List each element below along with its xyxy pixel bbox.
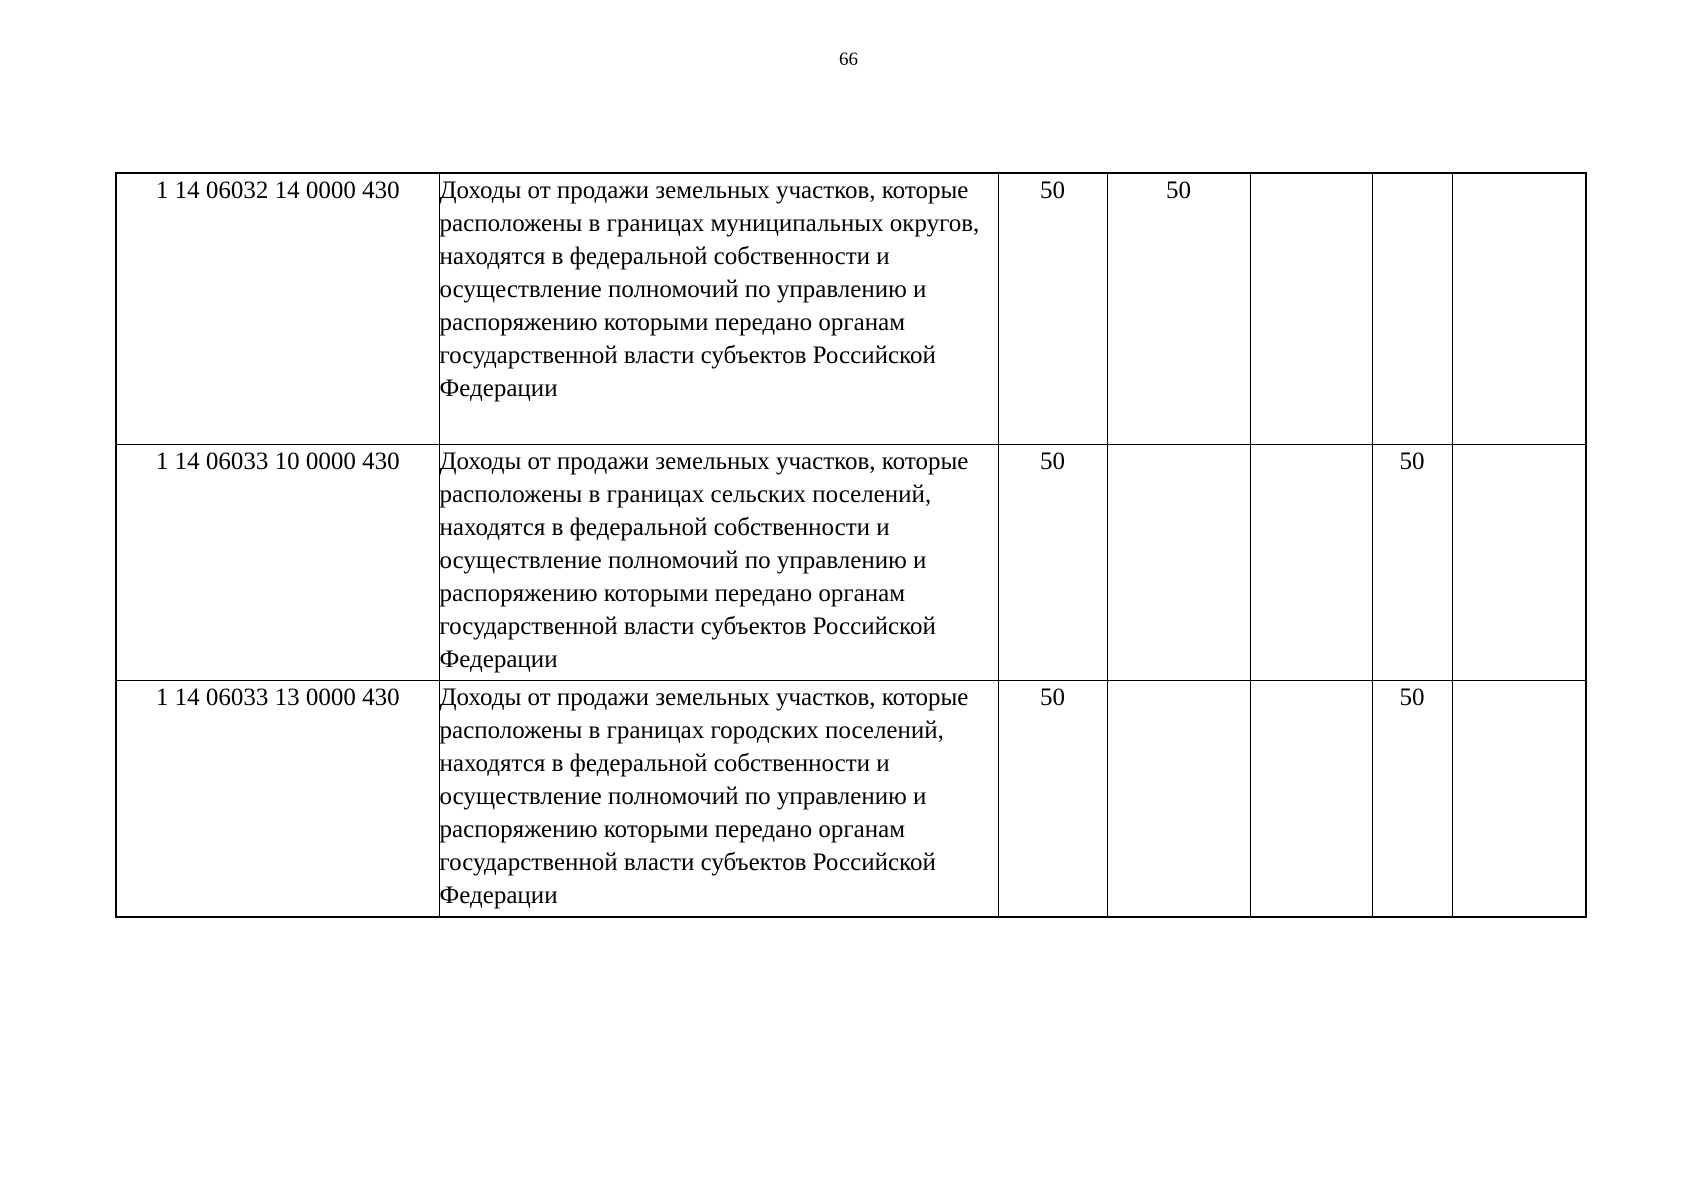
table-row [116, 173, 1586, 444]
revenue-name-cell: Доходы от продажи земельных участков, которые расположены в границах сельских поселений, находятся в федеральной собственности и осуществление полномочий по управлению и распоряжению которыми передано органам государственной власти субъектов Российской Федерации [439, 444, 998, 680]
value-cell: 50 [1372, 444, 1452, 680]
budget-code-cell: 1 14 06032 14 0000 430 [116, 173, 439, 444]
table-row [116, 444, 1586, 680]
value-cell [1250, 680, 1372, 917]
value-cell [1250, 444, 1372, 680]
value-cell: 50 [998, 444, 1107, 680]
value-cell [1452, 680, 1586, 917]
value-cell [1107, 680, 1250, 917]
value-cell [1107, 444, 1250, 680]
value-cell [1372, 173, 1452, 444]
table-row [116, 680, 1586, 917]
revenue-name-cell: Доходы от продажи земельных участков, которые расположены в границах городских поселений, находятся в федеральной собственности и осуществление полномочий по управлению и распоряжению которыми передано органам государственной власти субъектов Российской Федерации [439, 680, 998, 917]
revenue-name-cell: Доходы от продажи земельных участков, которые расположены в границах муниципальных округов, находятся в федеральной собственности и осуществление полномочий по управлению и распоряжению которыми передано органам государственной власти субъектов Российской Федерации [439, 173, 998, 444]
value-cell: 50 [998, 173, 1107, 444]
revenue-distribution-table [115, 172, 1587, 918]
budget-code-cell: 1 14 06033 10 0000 430 [116, 444, 439, 680]
value-cell: 50 [1107, 173, 1250, 444]
value-cell: 50 [1372, 680, 1452, 917]
value-cell [1452, 173, 1586, 444]
budget-code-cell: 1 14 06033 13 0000 430 [116, 680, 439, 917]
value-cell: 50 [998, 680, 1107, 917]
value-cell [1452, 444, 1586, 680]
value-cell [1250, 173, 1372, 444]
page-number: 66 [839, 49, 858, 70]
